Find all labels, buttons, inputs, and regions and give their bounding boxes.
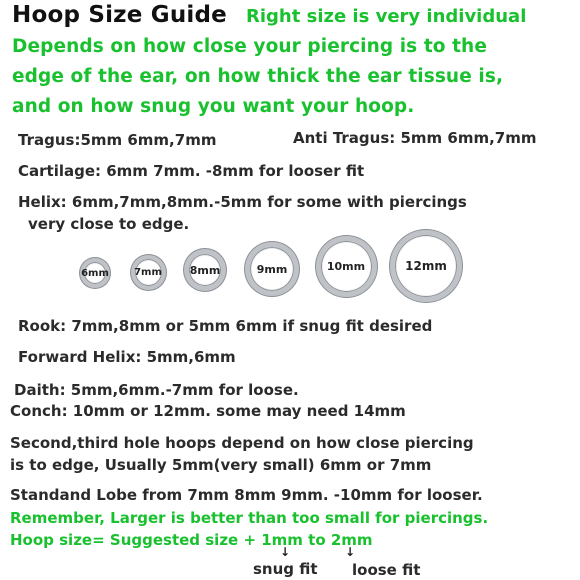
snug-fit-arrow: ↓ (280, 545, 291, 559)
hoop-ring-8mm (182, 247, 228, 293)
forward-helix-text: Forward Helix: 5mm,6mm (18, 348, 236, 366)
second-hole-text-2: is to edge, Usually 5mm(very small) 6mm or 7mm (10, 456, 432, 474)
intro-line-2: edge of the ear, on how thick the ear tissue is, (12, 66, 504, 87)
ring-label-9mm: 9mm (256, 262, 288, 276)
subtitle: Right size is very individual (246, 6, 527, 27)
loose-fit-label: loose fit (352, 561, 421, 579)
ring-label-10mm: 10mm (326, 259, 366, 273)
tragus-text: Tragus:5mm 6mm,7mm (18, 131, 217, 149)
second-hole-text-1: Second,third hole hoops depend on how close piercing (10, 434, 474, 452)
helix-text-2: very close to edge. (28, 215, 190, 233)
ring-label-7mm: 7mm (134, 266, 162, 278)
loose-fit-arrow: ↓ (345, 545, 356, 559)
snug-fit-label: snug fit (253, 560, 318, 578)
hoop-ring-7mm (129, 253, 167, 291)
hoop-ring-12mm (388, 228, 464, 304)
cartilage-text: Cartilage: 6mm 7mm. -8mm for looser fit (18, 162, 365, 180)
hoop-ring-10mm (314, 234, 378, 298)
ring-label-8mm: 8mm (189, 263, 221, 277)
helix-text-1: Helix: 6mm,7mm,8mm.-5mm for some with piercings (18, 193, 467, 211)
ring-label-6mm: 6mm (81, 267, 109, 279)
standard-lobe-text: Standand Lobe from 7mm 8mm 9mm. -10mm for looser. (10, 486, 483, 504)
hoop-size-formula: Hoop size= Suggested size + 1mm to 2mm (10, 531, 373, 549)
intro-line-1: Depends on how close your piercing is to the (12, 36, 487, 57)
ring-label-12mm: 12mm (405, 259, 447, 273)
hoop-ring-6mm (78, 256, 112, 290)
hoop-ring-9mm (243, 240, 301, 298)
daith-text: Daith: 5mm,6mm.-7mm for loose. (14, 381, 299, 399)
rook-text: Rook: 7mm,8mm or 5mm 6mm if snug fit desired (18, 317, 433, 335)
remember-text: Remember, Larger is better than too small for piercings. (10, 509, 489, 527)
intro-line-3: and on how snug you want your hoop. (12, 96, 415, 117)
page-title: Hoop Size Guide (12, 2, 227, 28)
conch-text: Conch: 10mm or 12mm. some may need 14mm (10, 402, 406, 420)
anti-tragus-text: Anti Tragus: 5mm 6mm,7mm (293, 129, 537, 147)
